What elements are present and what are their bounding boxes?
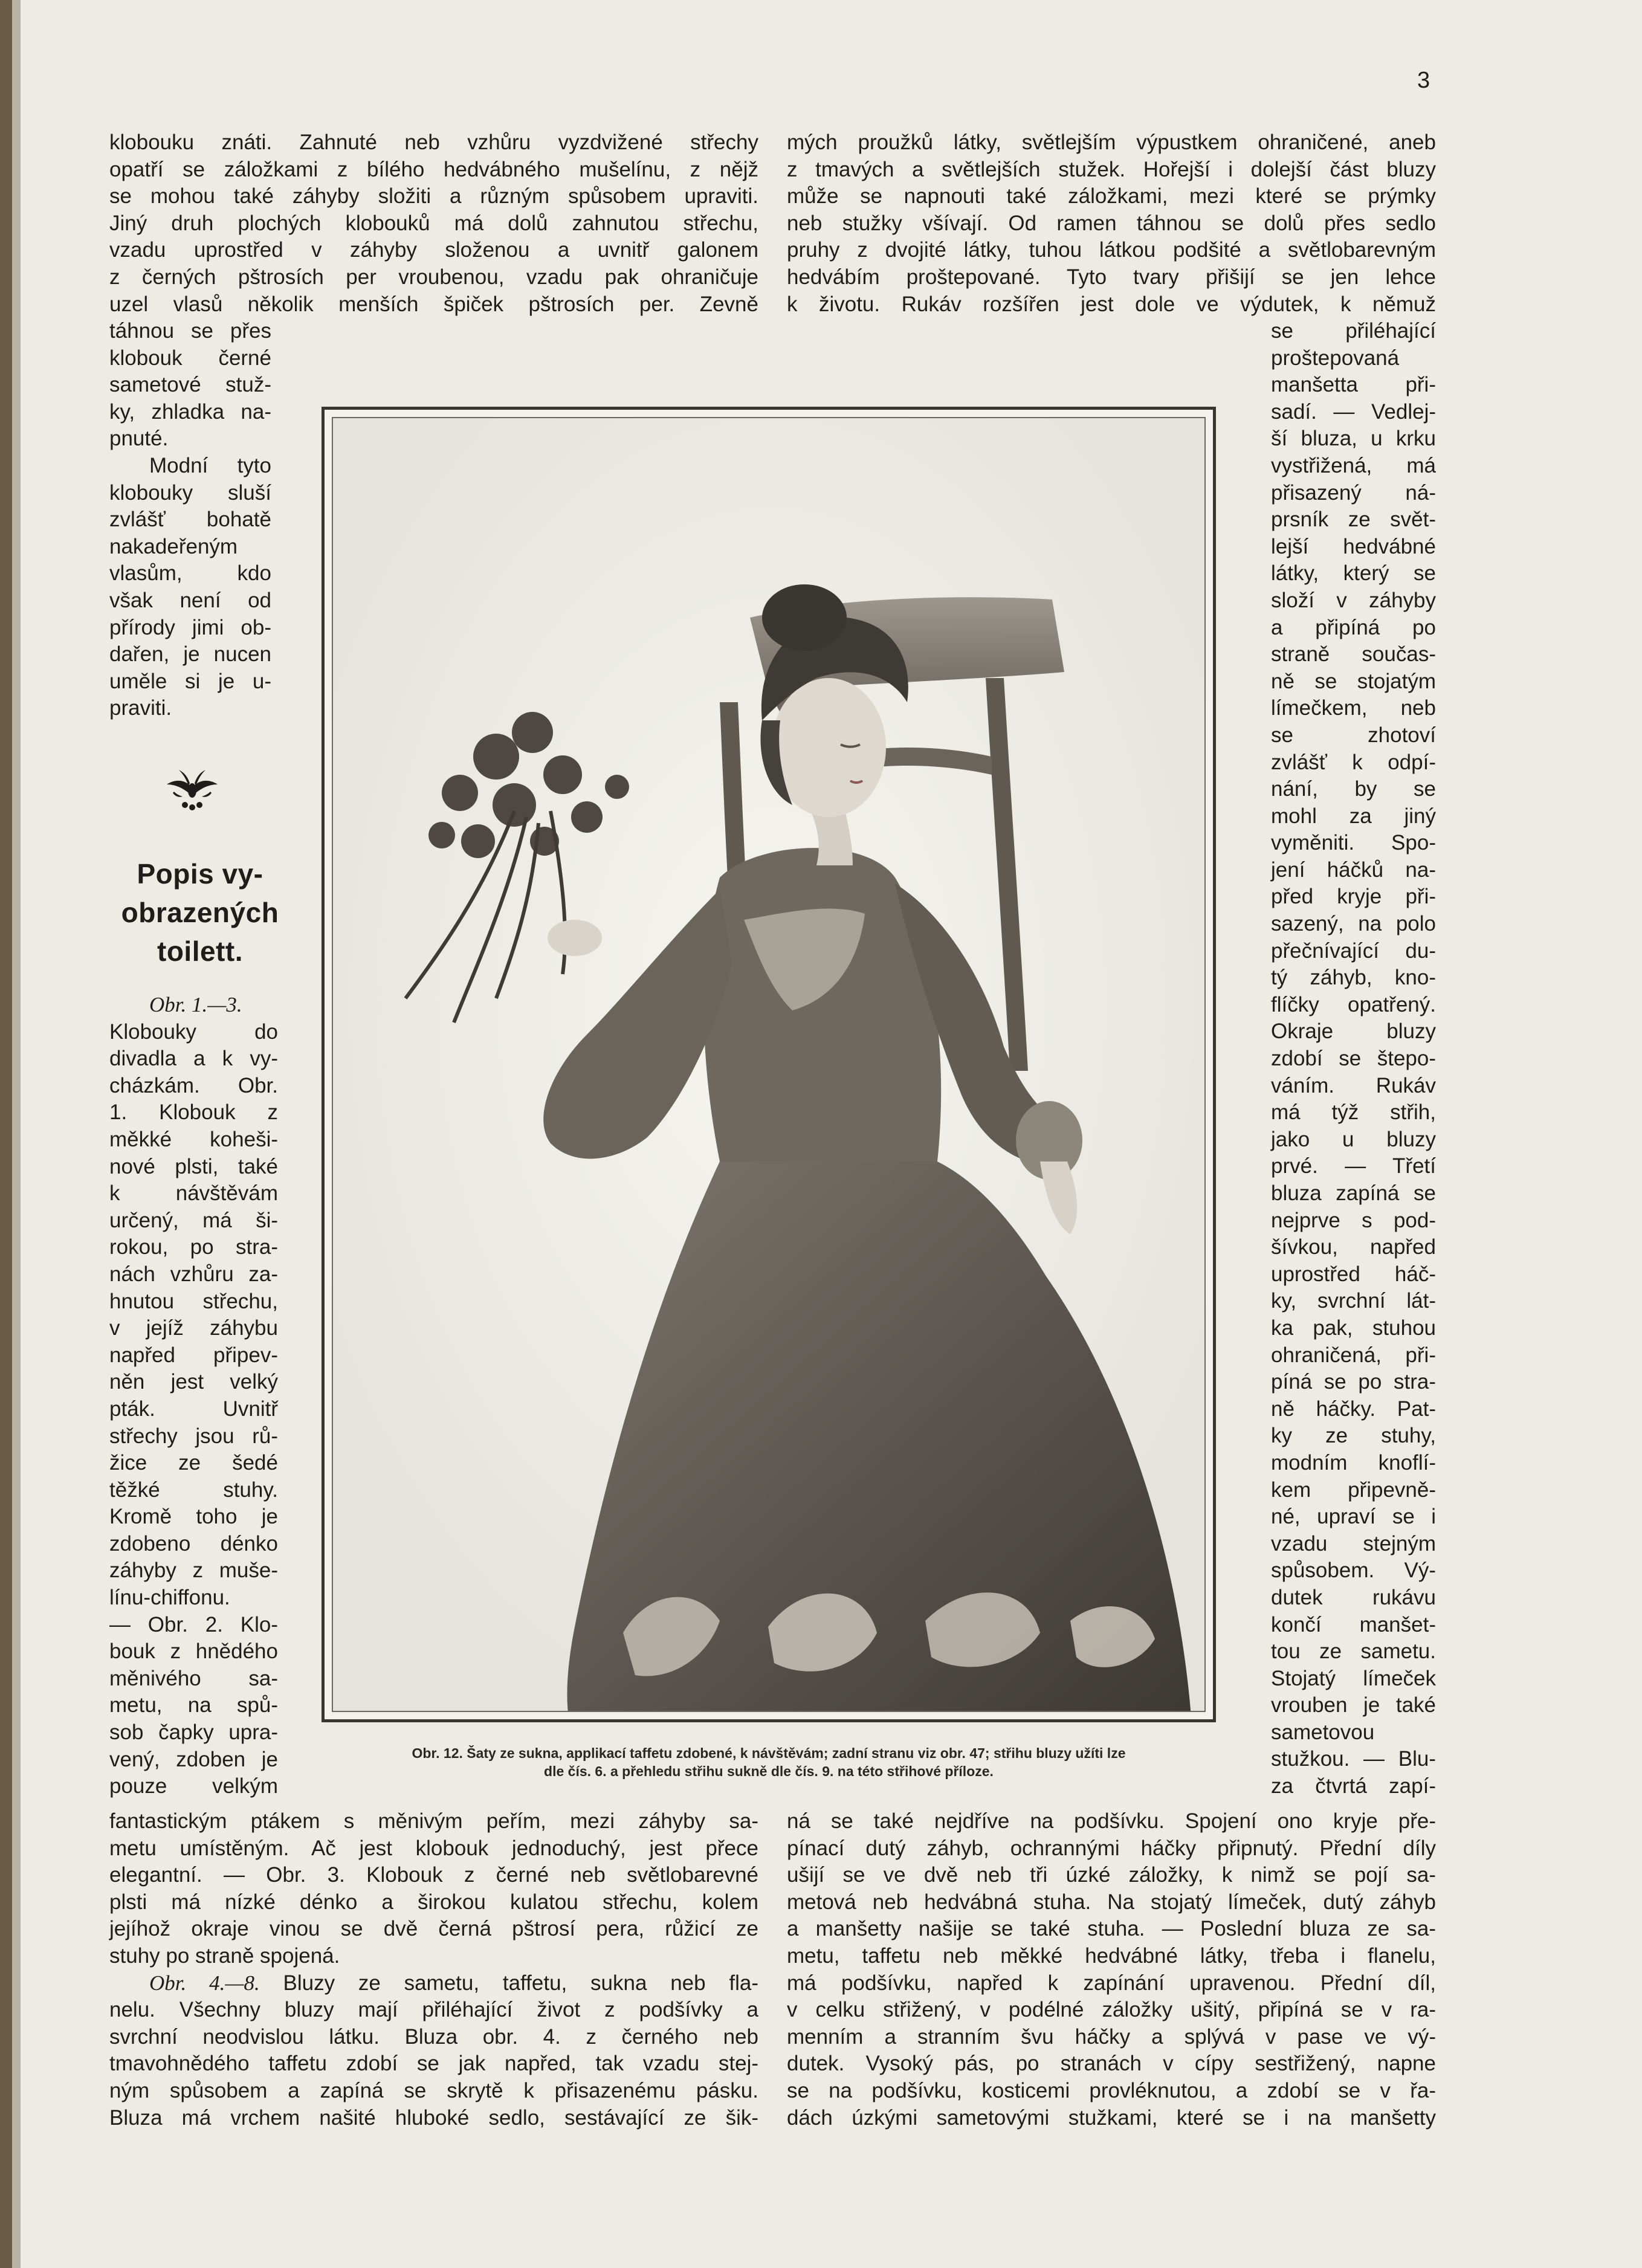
text-column-top-right xyxy=(787,129,1436,318)
text-line: táhnou se přes xyxy=(109,319,271,343)
text-line: šívkou, napřed xyxy=(1271,1235,1436,1259)
text-line: nelu. Všechny bluzy mají přiléhající život z podšívky a xyxy=(109,1998,758,2022)
text-line: jení háčků na- xyxy=(1271,858,1436,882)
text-line: jako u bluzy xyxy=(1271,1127,1436,1151)
text-line: hedvábím proštepované. Tyto tvary přišijí se jen lehce xyxy=(787,265,1436,289)
text-line: měnivého sa- xyxy=(109,1666,278,1690)
text-line: ohraničená, při- xyxy=(1271,1343,1436,1367)
text-line: proštepovaná xyxy=(1271,346,1400,370)
text-line: z tmavých a světlejších stužek. Hořejší i dolejší část bluzy xyxy=(787,157,1436,181)
text-line: vyměniti. Spo- xyxy=(1271,831,1436,855)
text-line: rokou, po stra- xyxy=(109,1235,278,1259)
text-line: prsník ze svět- xyxy=(1271,508,1436,532)
heading-line: obrazených xyxy=(121,897,279,928)
text-line: hnutou střechu, xyxy=(109,1289,278,1313)
text-line: záhyby z muše- xyxy=(109,1559,278,1583)
text-line: Kromě toho je xyxy=(109,1505,278,1529)
text-line: Klobouky do xyxy=(109,1019,278,1044)
text-line: spůsobem. Vý- xyxy=(1271,1559,1436,1583)
text-line: pruhy z dvojité látky, tuhou látkou podšité a světlobarevným xyxy=(787,238,1436,262)
text-line: něn jest velký xyxy=(109,1370,278,1394)
text-line: metu umístěným. Ač jest klobouk jednoduchý, jest přece xyxy=(109,1836,758,1860)
text-line: manšetta při- xyxy=(1271,373,1436,397)
text-line: v jejíž záhybu xyxy=(109,1316,278,1340)
text-line: modním knoflí- xyxy=(1271,1450,1436,1475)
text-line: sadí. — Vedlej- xyxy=(1271,399,1436,424)
text-line: se mohou také záhyby složiti a různým spůsobem upraviti. xyxy=(109,184,758,208)
text-line: nakadeřeným xyxy=(109,534,238,558)
text-line: sametovou xyxy=(1271,1720,1375,1744)
heading-line: Popis vy- xyxy=(137,858,263,890)
text-line: límečkem, neb xyxy=(1271,696,1436,720)
text-line: klobouky sluší xyxy=(109,480,271,505)
text-line: tý záhyb, kno- xyxy=(1271,966,1436,990)
text-line: jejíhož okraje vinou se dvě černá pštrosí pera, růžicí ze xyxy=(109,1917,758,1941)
text-line: píná se po stra- xyxy=(1271,1370,1436,1394)
text-line: končí manšet- xyxy=(1271,1612,1436,1636)
text-line: vystřižená, má xyxy=(1271,453,1436,477)
text-line: sazený, na polo xyxy=(1271,912,1436,936)
text-line: Stojatý límeček xyxy=(1271,1666,1436,1690)
section-heading xyxy=(109,855,291,971)
text-line: prvé. — Třetí xyxy=(1271,1154,1436,1178)
text-column-bottom-left xyxy=(109,1808,758,2131)
text-line: měkké koheši- xyxy=(109,1127,278,1151)
text-line: Bluza má vrchem našité hluboké sedlo, sestávající ze šik- xyxy=(109,2105,758,2130)
text-line: zvlášť bohatě xyxy=(109,508,271,532)
text-line: pnuté. xyxy=(109,427,169,451)
text-line: svrchní neodvislou látku. Bluza obr. 4. z černého neb xyxy=(109,2024,758,2049)
text-line: má týž střih, xyxy=(1271,1100,1436,1125)
text-line: zdobí se štepo- xyxy=(1271,1047,1436,1071)
text-line: přisazený ná- xyxy=(1271,480,1436,505)
text-line: Okraje bluzy xyxy=(1271,1019,1436,1044)
text-line: uměle si je u- xyxy=(109,669,271,693)
text-line: sametové stuž- xyxy=(109,373,271,397)
text-line: ně háčky. Pat- xyxy=(1271,1397,1436,1421)
text-line: mých proužků látky, světlejším výpustkem ohraničené, aneb xyxy=(787,131,1436,154)
text-line: dutek. Vysoký pás, po stranách v cípy sestřižený, napne xyxy=(787,2052,1436,2076)
text-line: k životu. Rukáv rozšířen jest dole ve výdutek, k němuž xyxy=(787,292,1436,316)
figure-reference: Obr. 4.—8. xyxy=(149,1971,260,1995)
text-line: napřed připev- xyxy=(109,1343,278,1367)
text-line: a připíná po xyxy=(1271,615,1436,639)
text-line: ná se také nejdříve na podšívku. Spojení ono kryje pře- xyxy=(787,1809,1436,1833)
text-line: žice ze šedé xyxy=(109,1451,278,1475)
text-line: ky, zhladka na- xyxy=(109,399,271,424)
text-line: nové plsti, také xyxy=(109,1154,278,1178)
text-line: neb stužky všívají. Od ramen táhnou se dolů přes sedlo xyxy=(787,211,1436,235)
text-line: divadla a k vy- xyxy=(109,1047,278,1071)
text-line: určený, má ši- xyxy=(109,1208,278,1232)
text-line: stuhy po straně spojená. xyxy=(109,1943,340,1968)
illustration-drawing xyxy=(333,418,1206,1712)
text-line: se na podšívku, kosticemi provléknutou, a zdobí se v řa- xyxy=(787,2078,1436,2102)
text-line: nách vzhůru za- xyxy=(109,1262,278,1286)
text-fragment: Bluzy ze sametu, taffetu, sukna neb fla- xyxy=(259,1971,759,1995)
text-line: cházkám. Obr. xyxy=(109,1073,278,1097)
text-line: Modní tyto xyxy=(149,453,271,477)
text-line: z černých pštrosích per vroubenou, vzadu pak ohraničuje xyxy=(109,265,758,289)
text-line: klobouku znáti. Zahnuté neb vzhůru vyzdvižené střechy xyxy=(109,131,758,154)
text-line: ka pak, stuhou xyxy=(1271,1316,1436,1340)
text-line: metu, na spů- xyxy=(109,1693,278,1717)
text-line: a manšetty našije se také stuha. — Poslední bluza ze sa- xyxy=(787,1917,1436,1941)
text-line: ky ze stuhy, xyxy=(1271,1424,1436,1448)
text-line: pták. Uvnitř xyxy=(109,1397,278,1421)
text-line: složí v záhyby xyxy=(1271,588,1436,612)
text-line: klobouk černé xyxy=(109,346,271,370)
text-line: straně součas- xyxy=(1271,642,1436,667)
text-line: se zhotoví xyxy=(1271,723,1436,747)
text-line: línu-chiffonu. xyxy=(109,1586,230,1610)
binding-shadow xyxy=(12,0,21,2268)
text-line: mohl za jiný xyxy=(1271,804,1436,828)
figure-caption xyxy=(322,1744,1216,1780)
text-line: zdobeno dénko xyxy=(109,1531,278,1556)
text-line: má podšívku, napřed k zapínání upravenou. Přední díl, xyxy=(787,1971,1436,1995)
caption-line: Obr. 12. Šaty ze sukna, applikací taffetu zdobené, k návštěvám; zadní stranu viz obr. 47; střihu bluzy užíti lze xyxy=(412,1745,1126,1761)
engraving-woman-seated-with-flowers xyxy=(332,417,1206,1712)
floral-ornament-icon xyxy=(161,766,224,812)
text-line: menním a stranním švu háčky a splývá v pase ve vý- xyxy=(787,2024,1436,2049)
text-line: ušijí se ve dvě neb tři úzké záložky, k nimž se pojí sa- xyxy=(787,1863,1436,1887)
text-line: těžké stuhy. xyxy=(109,1478,278,1502)
text-line: né, upraví se i xyxy=(1271,1505,1436,1529)
text-line: tou ze sametu. xyxy=(1271,1640,1436,1664)
text-column-narrow-right xyxy=(1271,318,1436,1800)
caption-line: dle čís. 6. a přehledu střihu sukně dle čís. 9. na této střihové příloze. xyxy=(544,1763,994,1779)
text-line: vrouben je také xyxy=(1271,1693,1436,1717)
text-line: ně se stojatým xyxy=(1271,669,1436,693)
text-column-bottom-right xyxy=(787,1808,1436,2131)
text-line: vzadu stejným xyxy=(1271,1531,1436,1556)
text-line: opatří se záložkami z bílého hedvábného mušelínu, z nějž xyxy=(109,157,758,181)
text-line: metová neb hedvábná stuha. Na stojatý límeček, dutý záhyb xyxy=(787,1890,1436,1914)
binding-edge xyxy=(0,0,12,2268)
text-line: sob čapky upra- xyxy=(109,1720,278,1745)
text-line: vzadu uprostřed v záhyby složenou a uvnitř galonem xyxy=(109,238,758,262)
text-line xyxy=(109,992,278,1019)
text-line: přečnívající du- xyxy=(1271,939,1436,963)
text-line: kem připevně- xyxy=(1271,1478,1436,1502)
text-line: za čtvrtá zapí- xyxy=(1271,1774,1436,1798)
text-line: elegantní. — Obr. 3. Klobouk z černé neb světlobarevné xyxy=(109,1863,758,1887)
text-line: vlasům, kdo xyxy=(109,561,271,586)
text-line: dařen, je nucen xyxy=(109,642,271,667)
text-line: zvlášť k odpí- xyxy=(1271,750,1436,774)
text-line: k návštěvám xyxy=(109,1181,278,1206)
text-line: může se napnouti také záložkami, mezi které se prýmky xyxy=(787,184,1436,208)
text-line: ší bluza, u krku xyxy=(1271,427,1436,451)
text-line: Jiný druh plochých klobouků má dolů zahnutou střechu, xyxy=(109,211,758,235)
text-column-narrow-left xyxy=(109,318,271,722)
text-line: látky, který se xyxy=(1271,561,1436,586)
figure-reference: Obr. 1.—3. xyxy=(149,993,242,1016)
text-line: fantastickým ptákem s měnivým peřím, mezi záhyby sa- xyxy=(109,1809,758,1833)
text-line: plsti má nízké dénko a širokou kulatou střechu, kolem xyxy=(109,1890,758,1914)
text-line: však není od xyxy=(109,588,271,612)
text-line: před kryje při- xyxy=(1271,885,1436,909)
text-line xyxy=(109,1970,758,1997)
text-line: váním. Rukáv xyxy=(1271,1073,1436,1097)
text-line: vený, zdoben je xyxy=(109,1747,278,1771)
text-line: nejprve s pod- xyxy=(1271,1208,1436,1232)
text-line: uprostřed háč- xyxy=(1271,1262,1436,1286)
text-line: se přiléhající xyxy=(1271,319,1436,343)
text-line: v celku střižený, v podélné záložky ušitý, připíná se v ra- xyxy=(787,1998,1436,2022)
text-line: bouk z hnědého xyxy=(109,1640,278,1664)
page-number: 3 xyxy=(1417,68,1430,93)
text-column-narrow-left-lower xyxy=(109,992,278,1800)
heading-line: toilett. xyxy=(157,935,243,967)
text-line: — Obr. 2. Klo- xyxy=(109,1612,278,1636)
text-line: dutek rukávu xyxy=(1271,1585,1436,1609)
text-line: pínací dutý záhyb, ochrannými háčky připnutý. Přední díly xyxy=(787,1836,1436,1860)
text-line: ným spůsobem a zapíná se skrytě k přisazenému pásku. xyxy=(109,2078,758,2102)
text-line: bluza zapíná se xyxy=(1271,1181,1436,1205)
text-line: praviti. xyxy=(109,696,172,720)
text-line: přírody jimi ob- xyxy=(109,615,271,639)
text-line: nání, by se xyxy=(1271,777,1436,801)
figure-illustration xyxy=(322,407,1216,1722)
text-line: stužkou. — Blu- xyxy=(1271,1747,1436,1771)
text-line: střechy jsou rů- xyxy=(109,1424,278,1448)
text-line: lejší hedvábné xyxy=(1271,534,1436,558)
text-column-top-left xyxy=(109,129,758,318)
text-line: metu, taffetu neb měkké hedvábné látky, třeba i flanelu, xyxy=(787,1943,1436,1968)
text-line: flíčky opatřený. xyxy=(1271,992,1436,1016)
text-line: tmavohnědého taffetu zdobí se jak napřed, tak vzadu stej- xyxy=(109,2052,758,2076)
text-line: uzel vlasů několik menších špiček pštrosích per. Zevně xyxy=(109,292,758,316)
text-line: dách úzkými sametovými stužkami, které se i na manšetty xyxy=(787,2105,1436,2130)
text-line: 1. Klobouk z xyxy=(109,1100,278,1125)
text-line: ky, svrchní lát- xyxy=(1271,1289,1436,1313)
text-line: pouze velkým xyxy=(109,1774,278,1798)
